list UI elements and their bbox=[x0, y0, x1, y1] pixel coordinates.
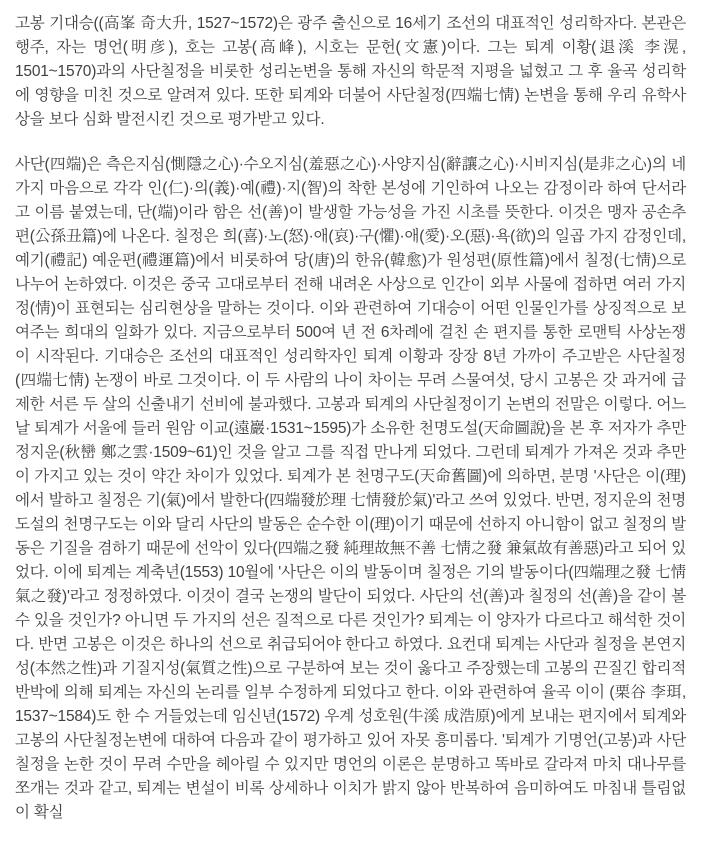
body-paragraph: 사단(四端)은 측은지심(惻隱之心)·수오지심(羞惡之心)·사양지심(辭讓之心)·시비지심(是非之心)의 네 가지 마음으로 각각 인(仁)·의(義)·예(禮)·지(智)의 착한 본성에 기인하여 나오는 감정이라 하여 단서라고 이름 붙였는데, 단(端)이라 함은 선(善)이 발생할 가능성을 가진 시초를 뜻한다. 이것은 맹자 공손추편(公孫丑篇)에 나온다. 칠정은 희(喜)·노(怒)·애(哀)·구(懼)·애(愛)·오(惡)·욕(欲)의 일곱 가지 감정인데, 예기(禮記) 예운편(禮運篇)에서 비롯하여 당(唐)의 한유(韓愈)가 원성편(原性篇)에서 칠정(七情)으로 나누어 논하였다. 이것은 중국 고대로부터 전해 내려온 사상으로 인간이 외부 사물에 접하면 여러 가지 정(情)이 표현되는 심리현상을 말하는 것이다. 이와 관련하여 기대승이 어떤 인물인가를 상징적으로 보여주는 희대의 일화가 있다. 지금으로부터 500여 년 전 6차례에 걸친 손 편지를 통한 로맨틱 사상논쟁이 시작된다. 기대승은 조선의 대표적인 성리학자인 퇴계 이황과 장장 8년 가까이 주고받은 사단칠정(四端七情) 논쟁이 바로 그것이다. 이 두 사람의 나이 차이는 무려 스물여섯, 당시 고봉은 갓 과거에 급제한 서른 두 살의 신출내기 선비에 불과했다. 고봉과 퇴계의 사단칠정이기 논변의 전말은 이렇다. 어느 날 퇴계가 서울에 들러 원암 이교(遠巖·1531~1595)가 소유한 천명도설(天命圖說)을 본 후 저자가 추만 정지운(秋巒 鄭之雲·1509~61)인 것을 알고 그를 직접 만나게 되었다. 그런데 퇴계가 가져온 것과 추만이 가지고 있는 것이 약간 차이가 있었다. 퇴계가 본 천명구도(天命舊圖)에 의하면, 분명 '사단은 이(理)에서 발하고 칠정은 기(氣)에서 발한다(四端發於理 七情發於氣)'라고 쓰여 있었다. 반면, 정지운의 천명도설의 천명구도는 이와 달리 사단의 발동은 순수한 이(理)이기 때문에 선하지 아니함이 없고 칠정의 발동은 기질을 겸하기 때문에 선악이 있다(四端之發 純理故無不善 七情之發 兼氣故有善惡)라고 되어 있었다. 이에 퇴계는 계축년(1553) 10월에 '사단은 이의 발동이며 칠정은 기의 발동이다(四端理之發 七情氣之發)'라고 정정하였다. 이것이 결국 논쟁의 발단이 되었다. 사단의 선(善)과 칠정의 선(善)을 같이 볼 수 있을 것인가? 아니면 두 가지의 선은 질적으로 다른 것인가? 퇴계는 이 양자가 다르다고 해석한 것이다. 반면 고봉은 이것은 하나의 선으로 취급되어야 한다고 하였다. 요컨대 퇴계는 사단과 칠정을 본연지성(本然之性)과 기질지성(氣質之性)으로 구분하여 보는 것이 옳다고 주장했는데 고봉의 끈질긴 합리적 반박에 의해 퇴계는 자신의 논리를 일부 수정하게 되었다고 한다. 이와 관련하여 율곡 이이 (栗谷 李珥, 1537~1584)도 한 수 거들었는데 임신년(1572) 우계 성호원(牛溪 成浩原)에게 보내는 편지에서 퇴계와 고봉의 사단칠정논변에 대하여 다음과 같이 평가하고 있어 자못 흥미롭다. '퇴계가 기명언(고봉)과 사단칠정을 논한 것이 무려 수만을 헤아릴 수 있지만 명언의 이론은 분명하고 똑바로 갈라져 마치 대나무를 쪼개는 것과 같고, 퇴계는 변설이 비록 상세하나 이치가 밝지 않아 반복하여 음미하여도 마침내 틀림없이 확실 bbox=[15, 156, 686, 821]
intro-paragraph: 고봉 기대승((高峯 奇大升, 1527~1572)은 광주 출신으로 16세기 조선의 대표적인 성리학자다. 본관은 행주, 자는 명언(明彦), 호는 고봉(高峰), 시호는 문헌(文憲)이다. 그는 퇴계 이황(退溪 李滉, 1501~1570)과의 사단칠정을 비롯한 성리논변을 통해 자신의 학문적 지평을 넓혔고 그 후 율곡 성리학에 영향을 미친 것으로 알려져 있다. 또한 퇴계와 더불어 사단칠정(四端七情) 논변을 통해 우리 유학사상을 보다 심화 발전시킨 것으로 평가받고 있다. bbox=[15, 15, 686, 128]
